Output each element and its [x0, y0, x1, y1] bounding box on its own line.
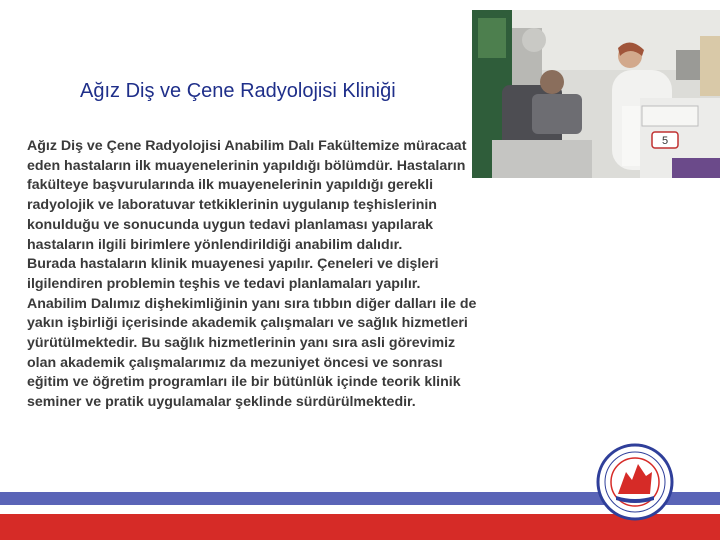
body-line: konulduğu ve sonucunda uygun tedavi planlaması yapılarak — [27, 216, 434, 233]
body-line: seminer ve pratik uygulamalar şeklinde sürdürülmektedir. — [27, 394, 416, 411]
body-line: yakın işbirliği içerisinde akademik çalışmaları ve sağlık hizmetleri — [27, 315, 468, 332]
slide-title: Ağız Diş ve Çene Radyolojisi Kliniği — [80, 80, 396, 102]
body-line: Ağız Diş ve Çene Radyolojisi Anabilim Dalı Fakültemize müracaat — [27, 138, 467, 154]
body-paragraph — [27, 137, 537, 413]
body-line: fakülteye başvurularında ilk muayenelerinin yapıldığı gerekli — [27, 177, 434, 194]
body-line: radyolojik ve laboratuvar tetkiklerinin uygulanıp teşhislerinin — [27, 197, 437, 214]
photo-room-number: 5 — [661, 135, 669, 147]
body-line: eğitim ve öğretim programları ile bir bütünlük içinde teorik klinik — [27, 374, 461, 391]
university-logo — [596, 442, 674, 522]
body-line: hastaların ilgili birimlere yönlendirildiği anabilim dalıdır. — [27, 236, 403, 253]
body-line: ilgilendiren problemin teşhis ve tedavi planlamaları yapılır. — [27, 275, 421, 292]
body-line: Burada hastaların klinik muayenesi yapılır. Çeneleri ve dişleri — [27, 256, 439, 273]
body-line: eden hastaların ilk muayenelerinin yapıldığı bölümdür. Hastaların — [27, 157, 466, 174]
body-line: yürütülmektedir. Bu sağlık hizmetlerinin yanı sıra asli görevimiz — [27, 335, 456, 352]
body-line: olan akademik çalışmalarımız da mezuniyet öncesi ve sonrası — [27, 354, 443, 371]
body-line: Anabilim Dalımız dişhekimliğinin yanı sıra tıbbın diğer dalları ile de — [27, 295, 477, 312]
